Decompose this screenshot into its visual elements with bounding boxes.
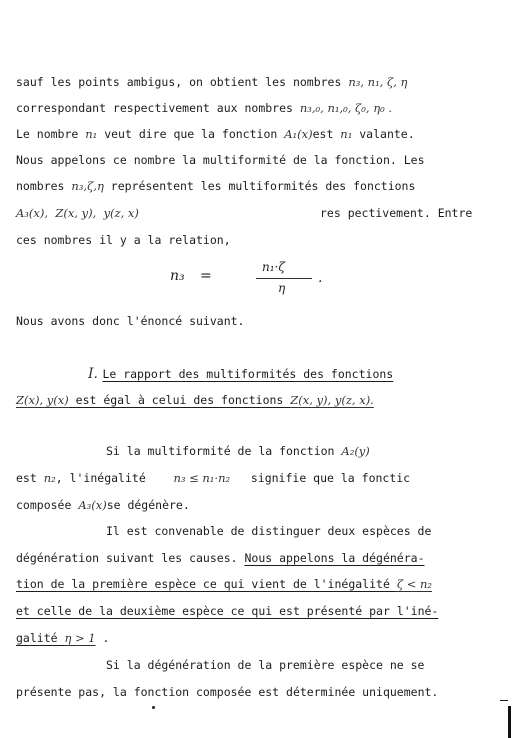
text-segment: correspondant respectivement aux nombres	[16, 101, 300, 115]
ink-speck	[152, 706, 155, 709]
handwritten-symbols: Z(x), y(x)	[16, 393, 69, 407]
text-segment: , l'inégalité	[55, 471, 174, 485]
handwritten-symbols: A₃(x)	[78, 498, 107, 512]
ink-dash	[500, 700, 508, 701]
text-segment: dégénération suivant les causes.	[16, 551, 245, 565]
theorem-title: est égal à celui des fonctions	[68, 393, 291, 407]
formula-lhs: n₃	[170, 268, 185, 284]
theorem-heading-line-2	[16, 392, 506, 408]
handwritten-symbols: A₁(x)	[284, 127, 313, 141]
text-segment: Si la multiformité de la fonction	[106, 444, 342, 458]
theorem-number: I.	[88, 366, 103, 382]
text-line-8: Nous avons donc l'énoncé suivant.	[16, 314, 245, 328]
handwritten-symbols: n₂	[43, 471, 56, 485]
formula-denominator: η	[278, 281, 286, 295]
text-segment: sauf les points ambigus, on obtient les nombres	[16, 75, 349, 89]
text-line-13	[16, 550, 506, 566]
handwritten-symbols: n₃,₀, n₁,₀, ζ₀, η₀ .	[299, 101, 393, 115]
handwritten-symbols: n₁	[85, 127, 98, 141]
underlined-definition: Nous appelons la dégénéra-	[244, 551, 425, 565]
text-line-6	[16, 205, 506, 221]
handwritten-inequality: η > 1	[64, 631, 96, 645]
underlined-definition: galité	[16, 631, 65, 645]
text-segment: valante.	[352, 127, 415, 141]
text-segment: est	[16, 471, 44, 485]
text-line-3	[16, 126, 506, 142]
text-segment: .	[95, 631, 110, 645]
text-line-12: Il est convenable de distinguer deux espèces de	[106, 524, 432, 538]
text-line-5	[16, 178, 506, 194]
text-segment: signifie que la fonctic	[230, 471, 411, 485]
text-segment: est	[312, 127, 341, 141]
text-line-7: ces nombres il y a la relation,	[16, 233, 231, 247]
text-line-18: présente pas, la fonction composée est déterminée uniquement.	[16, 685, 439, 699]
theorem-title: Le rapport des multiformités des fonctions	[102, 367, 394, 381]
text-line-15: et celle de la deuxième espèce ce qui est présenté par l'iné-	[16, 604, 439, 618]
text-line-10	[16, 470, 506, 486]
theorem-heading-line-1	[88, 366, 506, 382]
relation-formula	[162, 258, 322, 298]
text-line-17: Si la dégénération de la première espèce ne se	[106, 658, 425, 672]
handwritten-symbols: A₂(y)	[341, 444, 370, 458]
text-line-4: Nous appelons ce nombre la multiformité de la fonction. Les	[16, 153, 425, 167]
text-line-16	[16, 630, 506, 646]
handwritten-symbols: n₃, n₁, ζ, η	[348, 75, 408, 89]
text-segment: composée	[16, 498, 79, 512]
handwritten-symbols: n₁	[340, 127, 353, 141]
text-line-11	[16, 497, 506, 513]
page-edge-mark	[508, 706, 511, 738]
text-line-14	[16, 576, 506, 592]
text-segment: se dégénère.	[106, 498, 190, 512]
text-line-9	[106, 443, 506, 459]
formula-period: .	[318, 270, 323, 286]
text-segment: nombres	[16, 179, 72, 193]
text-segment: Le nombre	[16, 127, 86, 141]
text-line-2	[16, 100, 506, 116]
handwritten-symbols: Z(x, y), y(z, x).	[290, 393, 374, 407]
formula-equals: =	[200, 268, 212, 284]
text-line-1	[16, 74, 506, 90]
text-segment: représentent les multiformités des fonctions	[103, 179, 416, 193]
text-segment: res pectivement. Entre	[320, 206, 473, 220]
text-segment: veut dire que la fonction	[97, 127, 285, 141]
handwritten-inequality: ζ < n₂	[396, 577, 433, 591]
fraction-bar	[256, 278, 312, 279]
handwritten-symbols: n₃,ζ,η	[71, 179, 104, 193]
underlined-definition: tion de la première espèce ce qui vient de l'inégalité	[16, 577, 397, 591]
handwritten-symbols: A₃(x), Z(x, y), y(z, x)	[16, 206, 139, 220]
formula-numerator: n₁·ζ	[262, 260, 285, 274]
handwritten-inequality: n₃ ≤ n₁·n₂	[173, 471, 231, 485]
